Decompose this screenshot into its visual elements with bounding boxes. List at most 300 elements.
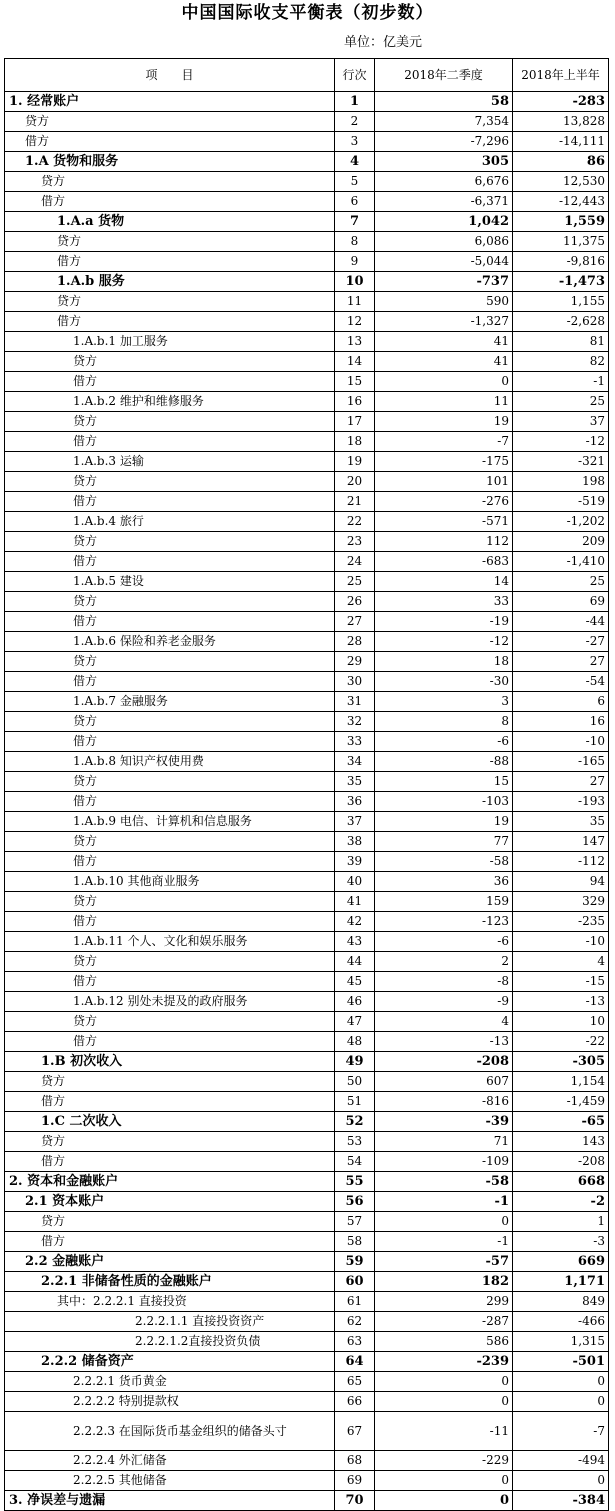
row-label: 借方 <box>5 1232 335 1252</box>
table-row <box>5 1212 609 1232</box>
row-line-number: 5 <box>335 172 375 192</box>
row-label: 贷方 <box>5 1012 335 1032</box>
row-h1-value: 143 <box>513 1132 609 1152</box>
row-h1-value: -165 <box>513 752 609 772</box>
table-row <box>5 512 609 532</box>
row-line-number: 45 <box>335 972 375 992</box>
row-q2-value: -175 <box>375 452 513 472</box>
table-row <box>5 1012 609 1032</box>
table-row <box>5 712 609 732</box>
row-line-number: 1 <box>335 92 375 112</box>
row-q2-value: 159 <box>375 892 513 912</box>
row-line-number: 51 <box>335 1092 375 1112</box>
row-h1-value: -235 <box>513 912 609 932</box>
table-row <box>5 1032 609 1052</box>
row-q2-value: -12 <box>375 632 513 652</box>
table-row <box>5 192 609 212</box>
row-q2-value: -816 <box>375 1092 513 1112</box>
row-q2-value: 112 <box>375 532 513 552</box>
table-row <box>5 532 609 552</box>
row-line-number: 17 <box>335 412 375 432</box>
row-line-number: 32 <box>335 712 375 732</box>
row-label: 贷方 <box>5 112 335 132</box>
table-row <box>5 212 609 232</box>
row-label: 1.A.a 货物 <box>5 212 335 232</box>
table-row <box>5 672 609 692</box>
table-row <box>5 1092 609 1112</box>
row-h1-value: 10 <box>513 1012 609 1032</box>
table-row <box>5 572 609 592</box>
table-row <box>5 852 609 872</box>
row-q2-value: -6 <box>375 932 513 952</box>
table-row <box>5 332 609 352</box>
row-h1-value: -54 <box>513 672 609 692</box>
row-h1-value: 1,315 <box>513 1332 609 1352</box>
row-h1-value: -501 <box>513 1352 609 1372</box>
row-line-number: 44 <box>335 952 375 972</box>
row-q2-value: 1,042 <box>375 212 513 232</box>
row-label: 借方 <box>5 732 335 752</box>
table-row <box>5 232 609 252</box>
row-q2-value: 36 <box>375 872 513 892</box>
table-row <box>5 472 609 492</box>
table-row <box>5 652 609 672</box>
row-h1-value: -494 <box>513 1451 609 1471</box>
row-line-number: 65 <box>335 1372 375 1392</box>
row-h1-value: -283 <box>513 92 609 112</box>
row-q2-value: 101 <box>375 472 513 492</box>
row-line-number: 47 <box>335 1012 375 1032</box>
row-label: 借方 <box>5 1092 335 1112</box>
row-line-number: 23 <box>335 532 375 552</box>
row-label: 贷方 <box>5 832 335 852</box>
table-row <box>5 1491 609 1511</box>
row-label: 2.2.2 储备资产 <box>5 1352 335 1372</box>
row-label: 贷方 <box>5 532 335 552</box>
row-q2-value: -7 <box>375 432 513 452</box>
row-line-number: 24 <box>335 552 375 572</box>
row-line-number: 50 <box>335 1072 375 1092</box>
row-h1-value: -10 <box>513 732 609 752</box>
row-h1-value: -384 <box>513 1491 609 1511</box>
row-h1-value: 16 <box>513 712 609 732</box>
row-label: 借方 <box>5 432 335 452</box>
row-label: 贷方 <box>5 472 335 492</box>
table-row <box>5 492 609 512</box>
row-q2-value: -11 <box>375 1412 513 1451</box>
row-label: 2.2.2.2 特别提款权 <box>5 1392 335 1412</box>
row-h1-value: -14,111 <box>513 132 609 152</box>
row-label: 1.A.b.1 加工服务 <box>5 332 335 352</box>
row-h1-value: -12 <box>513 432 609 452</box>
table-row <box>5 872 609 892</box>
row-line-number: 42 <box>335 912 375 932</box>
table-row <box>5 292 609 312</box>
row-line-number: 63 <box>335 1332 375 1352</box>
row-q2-value: -1 <box>375 1232 513 1252</box>
header-h1: 2018年上半年 <box>513 59 609 92</box>
row-h1-value: 1,171 <box>513 1272 609 1292</box>
row-h1-value: 1,559 <box>513 212 609 232</box>
row-line-number: 31 <box>335 692 375 712</box>
row-label: 2.2 金融账户 <box>5 1252 335 1272</box>
row-h1-value: -193 <box>513 792 609 812</box>
row-line-number: 56 <box>335 1192 375 1212</box>
table-row <box>5 1252 609 1272</box>
row-h1-value: 6 <box>513 692 609 712</box>
row-q2-value: -58 <box>375 852 513 872</box>
row-label: 1.A.b.3 运输 <box>5 452 335 472</box>
row-h1-value: 69 <box>513 592 609 612</box>
row-label: 1.A.b.7 金融服务 <box>5 692 335 712</box>
row-q2-value: 607 <box>375 1072 513 1092</box>
row-h1-value: -1,473 <box>513 272 609 292</box>
row-label: 1.A.b 服务 <box>5 272 335 292</box>
table-row <box>5 1372 609 1392</box>
row-line-number: 6 <box>335 192 375 212</box>
header-q2: 2018年二季度 <box>375 59 513 92</box>
header-line: 行次 <box>335 59 375 92</box>
table-row <box>5 1471 609 1491</box>
row-line-number: 30 <box>335 672 375 692</box>
row-label: 借方 <box>5 1032 335 1052</box>
table-row <box>5 1192 609 1212</box>
row-q2-value: -229 <box>375 1451 513 1471</box>
row-line-number: 13 <box>335 332 375 352</box>
row-q2-value: 71 <box>375 1132 513 1152</box>
row-h1-value: 0 <box>513 1471 609 1491</box>
row-h1-value: 0 <box>513 1372 609 1392</box>
row-line-number: 7 <box>335 212 375 232</box>
table-row <box>5 352 609 372</box>
row-h1-value: -13 <box>513 992 609 1012</box>
row-label: 贷方 <box>5 1132 335 1152</box>
row-label: 借方 <box>5 192 335 212</box>
row-h1-value: 25 <box>513 572 609 592</box>
row-q2-value: 586 <box>375 1332 513 1352</box>
row-h1-value: -9,816 <box>513 252 609 272</box>
row-line-number: 9 <box>335 252 375 272</box>
row-label: 借方 <box>5 852 335 872</box>
table-row <box>5 932 609 952</box>
row-line-number: 67 <box>335 1412 375 1451</box>
row-h1-value: -466 <box>513 1312 609 1332</box>
row-h1-value: 37 <box>513 412 609 432</box>
row-q2-value: -7,296 <box>375 132 513 152</box>
row-h1-value: -3 <box>513 1232 609 1252</box>
row-h1-value: 669 <box>513 1252 609 1272</box>
row-line-number: 34 <box>335 752 375 772</box>
row-q2-value: 58 <box>375 92 513 112</box>
row-label: 贷方 <box>5 1072 335 1092</box>
table-row <box>5 912 609 932</box>
row-label: 1.A.b.5 建设 <box>5 572 335 592</box>
row-q2-value: 77 <box>375 832 513 852</box>
row-q2-value: 19 <box>375 412 513 432</box>
row-h1-value: -1,459 <box>513 1092 609 1112</box>
table-row <box>5 992 609 1012</box>
row-h1-value: 1,155 <box>513 292 609 312</box>
table-row <box>5 132 609 152</box>
row-q2-value: 0 <box>375 1471 513 1491</box>
table-row <box>5 172 609 192</box>
table-row <box>5 152 609 172</box>
row-h1-value: -10 <box>513 932 609 952</box>
row-h1-value: -1,410 <box>513 552 609 572</box>
row-q2-value: 0 <box>375 1491 513 1511</box>
row-label: 其中：2.2.2.1 直接投资 <box>5 1292 335 1312</box>
row-label: 1.A.b.12 别处未提及的政府服务 <box>5 992 335 1012</box>
table-row <box>5 1132 609 1152</box>
table-row <box>5 552 609 572</box>
row-label: 贷方 <box>5 892 335 912</box>
row-h1-value: -2,628 <box>513 312 609 332</box>
row-label: 贷方 <box>5 412 335 432</box>
table-row <box>5 612 609 632</box>
row-line-number: 66 <box>335 1392 375 1412</box>
table-row <box>5 812 609 832</box>
row-h1-value: 11,375 <box>513 232 609 252</box>
row-line-number: 15 <box>335 372 375 392</box>
row-line-number: 12 <box>335 312 375 332</box>
row-q2-value: -276 <box>375 492 513 512</box>
row-label: 1.A.b.4 旅行 <box>5 512 335 532</box>
row-h1-value: 27 <box>513 772 609 792</box>
table-row <box>5 772 609 792</box>
unit-label: 单位：亿美元 <box>344 35 423 50</box>
row-label: 2.2.2.1.2直接投资负债 <box>5 1332 335 1352</box>
row-h1-value: 1 <box>513 1212 609 1232</box>
row-q2-value: 14 <box>375 572 513 592</box>
row-q2-value: -123 <box>375 912 513 932</box>
row-q2-value: -39 <box>375 1112 513 1132</box>
table-row <box>5 392 609 412</box>
row-q2-value: -57 <box>375 1252 513 1272</box>
table-row <box>5 1332 609 1352</box>
row-q2-value: 590 <box>375 292 513 312</box>
row-q2-value: -8 <box>375 972 513 992</box>
row-label: 2.2.2.1 货币黄金 <box>5 1372 335 1392</box>
row-label: 1.A.b.2 维护和维修服务 <box>5 392 335 412</box>
table-row <box>5 372 609 392</box>
row-q2-value: 2 <box>375 952 513 972</box>
row-label: 1.A.b.8 知识产权使用费 <box>5 752 335 772</box>
row-h1-value: 147 <box>513 832 609 852</box>
row-label: 1.B 初次收入 <box>5 1052 335 1072</box>
row-h1-value: 35 <box>513 812 609 832</box>
row-line-number: 25 <box>335 572 375 592</box>
row-q2-value: -88 <box>375 752 513 772</box>
row-line-number: 22 <box>335 512 375 532</box>
row-h1-value: 27 <box>513 652 609 672</box>
table-row <box>5 952 609 972</box>
row-h1-value: 209 <box>513 532 609 552</box>
row-line-number: 19 <box>335 452 375 472</box>
row-h1-value: 198 <box>513 472 609 492</box>
table-row <box>5 732 609 752</box>
row-h1-value: 81 <box>513 332 609 352</box>
row-line-number: 64 <box>335 1352 375 1372</box>
row-h1-value: 82 <box>513 352 609 372</box>
row-q2-value: 305 <box>375 152 513 172</box>
row-label: 1.A 货物和服务 <box>5 152 335 172</box>
row-label: 借方 <box>5 972 335 992</box>
table-row <box>5 1232 609 1252</box>
row-q2-value: 15 <box>375 772 513 792</box>
row-q2-value: 0 <box>375 1392 513 1412</box>
row-line-number: 49 <box>335 1052 375 1072</box>
row-q2-value: 3 <box>375 692 513 712</box>
row-line-number: 14 <box>335 352 375 372</box>
table-row <box>5 1312 609 1332</box>
row-h1-value: -208 <box>513 1152 609 1172</box>
row-line-number: 27 <box>335 612 375 632</box>
row-q2-value: 0 <box>375 1212 513 1232</box>
row-h1-value: -1 <box>513 372 609 392</box>
row-q2-value: 182 <box>375 1272 513 1292</box>
row-q2-value: 299 <box>375 1292 513 1312</box>
row-label: 借方 <box>5 252 335 272</box>
table-row <box>5 892 609 912</box>
row-h1-value: 94 <box>513 872 609 892</box>
row-h1-value: 13,828 <box>513 112 609 132</box>
row-q2-value: 8 <box>375 712 513 732</box>
row-q2-value: -103 <box>375 792 513 812</box>
row-line-number: 61 <box>335 1292 375 1312</box>
table-row <box>5 432 609 452</box>
table-row <box>5 592 609 612</box>
row-line-number: 10 <box>335 272 375 292</box>
row-h1-value: 329 <box>513 892 609 912</box>
row-label: 贷方 <box>5 172 335 192</box>
row-line-number: 62 <box>335 1312 375 1332</box>
row-label: 1.A.b.11 个人、文化和娱乐服务 <box>5 932 335 952</box>
row-q2-value: 41 <box>375 332 513 352</box>
table-row <box>5 1352 609 1372</box>
row-label: 2.2.2.3 在国际货币基金组织的储备头寸 <box>5 1412 335 1451</box>
row-label: 借方 <box>5 132 335 152</box>
row-q2-value: -6 <box>375 732 513 752</box>
row-line-number: 40 <box>335 872 375 892</box>
row-h1-value: 25 <box>513 392 609 412</box>
row-q2-value: 0 <box>375 1372 513 1392</box>
row-label: 贷方 <box>5 352 335 372</box>
balance-of-payments-table <box>4 58 609 1511</box>
row-line-number: 53 <box>335 1132 375 1152</box>
row-h1-value: -1,202 <box>513 512 609 532</box>
row-q2-value: 18 <box>375 652 513 672</box>
table-row <box>5 1451 609 1471</box>
row-q2-value: -208 <box>375 1052 513 1072</box>
row-label: 借方 <box>5 372 335 392</box>
row-label: 贷方 <box>5 952 335 972</box>
row-label: 贷方 <box>5 772 335 792</box>
row-line-number: 26 <box>335 592 375 612</box>
table-row <box>5 1292 609 1312</box>
row-line-number: 11 <box>335 292 375 312</box>
row-h1-value: -2 <box>513 1192 609 1212</box>
row-h1-value: 0 <box>513 1392 609 1412</box>
row-line-number: 36 <box>335 792 375 812</box>
row-h1-value: 1,154 <box>513 1072 609 1092</box>
row-q2-value: 19 <box>375 812 513 832</box>
table-row <box>5 972 609 992</box>
table-row <box>5 1152 609 1172</box>
row-label: 贷方 <box>5 712 335 732</box>
table-row <box>5 1072 609 1092</box>
row-h1-value: 12,530 <box>513 172 609 192</box>
header-row <box>5 59 609 92</box>
table-row <box>5 1112 609 1132</box>
row-q2-value: -5,044 <box>375 252 513 272</box>
row-line-number: 18 <box>335 432 375 452</box>
row-label: 1.C 二次收入 <box>5 1112 335 1132</box>
row-label: 贷方 <box>5 232 335 252</box>
table-row <box>5 252 609 272</box>
row-line-number: 58 <box>335 1232 375 1252</box>
row-label: 贷方 <box>5 292 335 312</box>
table-row <box>5 832 609 852</box>
row-line-number: 48 <box>335 1032 375 1052</box>
row-label: 借方 <box>5 312 335 332</box>
row-line-number: 59 <box>335 1252 375 1272</box>
table-row <box>5 312 609 332</box>
row-line-number: 33 <box>335 732 375 752</box>
row-label: 2.1 资本账户 <box>5 1192 335 1212</box>
row-label: 2.2.1 非储备性质的金融账户 <box>5 1272 335 1292</box>
header-item: 项 目 <box>5 59 335 92</box>
row-h1-value: -15 <box>513 972 609 992</box>
row-label: 2.2.2.1.1 直接投资资产 <box>5 1312 335 1332</box>
row-q2-value: 6,676 <box>375 172 513 192</box>
row-label: 借方 <box>5 612 335 632</box>
row-label: 2.2.2.5 其他储备 <box>5 1471 335 1491</box>
row-h1-value: -321 <box>513 452 609 472</box>
row-label: 贷方 <box>5 1212 335 1232</box>
table-row <box>5 272 609 292</box>
row-h1-value: 86 <box>513 152 609 172</box>
row-q2-value: 6,086 <box>375 232 513 252</box>
row-line-number: 4 <box>335 152 375 172</box>
row-line-number: 2 <box>335 112 375 132</box>
row-label: 2.2.2.4 外汇储备 <box>5 1451 335 1471</box>
row-line-number: 60 <box>335 1272 375 1292</box>
row-line-number: 38 <box>335 832 375 852</box>
row-label: 借方 <box>5 912 335 932</box>
page-title: 中国国际收支平衡表（初步数） <box>181 3 434 23</box>
row-q2-value: 41 <box>375 352 513 372</box>
row-q2-value: 7,354 <box>375 112 513 132</box>
row-line-number: 43 <box>335 932 375 952</box>
row-q2-value: -109 <box>375 1152 513 1172</box>
row-line-number: 46 <box>335 992 375 1012</box>
row-line-number: 69 <box>335 1471 375 1491</box>
row-label: 1.A.b.10 其他商业服务 <box>5 872 335 892</box>
row-q2-value: -13 <box>375 1032 513 1052</box>
row-h1-value: -12,443 <box>513 192 609 212</box>
table-row <box>5 752 609 772</box>
row-label: 借方 <box>5 1152 335 1172</box>
row-line-number: 3 <box>335 132 375 152</box>
row-line-number: 54 <box>335 1152 375 1172</box>
row-line-number: 39 <box>335 852 375 872</box>
row-q2-value: 11 <box>375 392 513 412</box>
row-h1-value: -22 <box>513 1032 609 1052</box>
row-h1-value: -519 <box>513 492 609 512</box>
table-row <box>5 1412 609 1451</box>
row-label: 3. 净误差与遗漏 <box>5 1491 335 1511</box>
table-row <box>5 1392 609 1412</box>
